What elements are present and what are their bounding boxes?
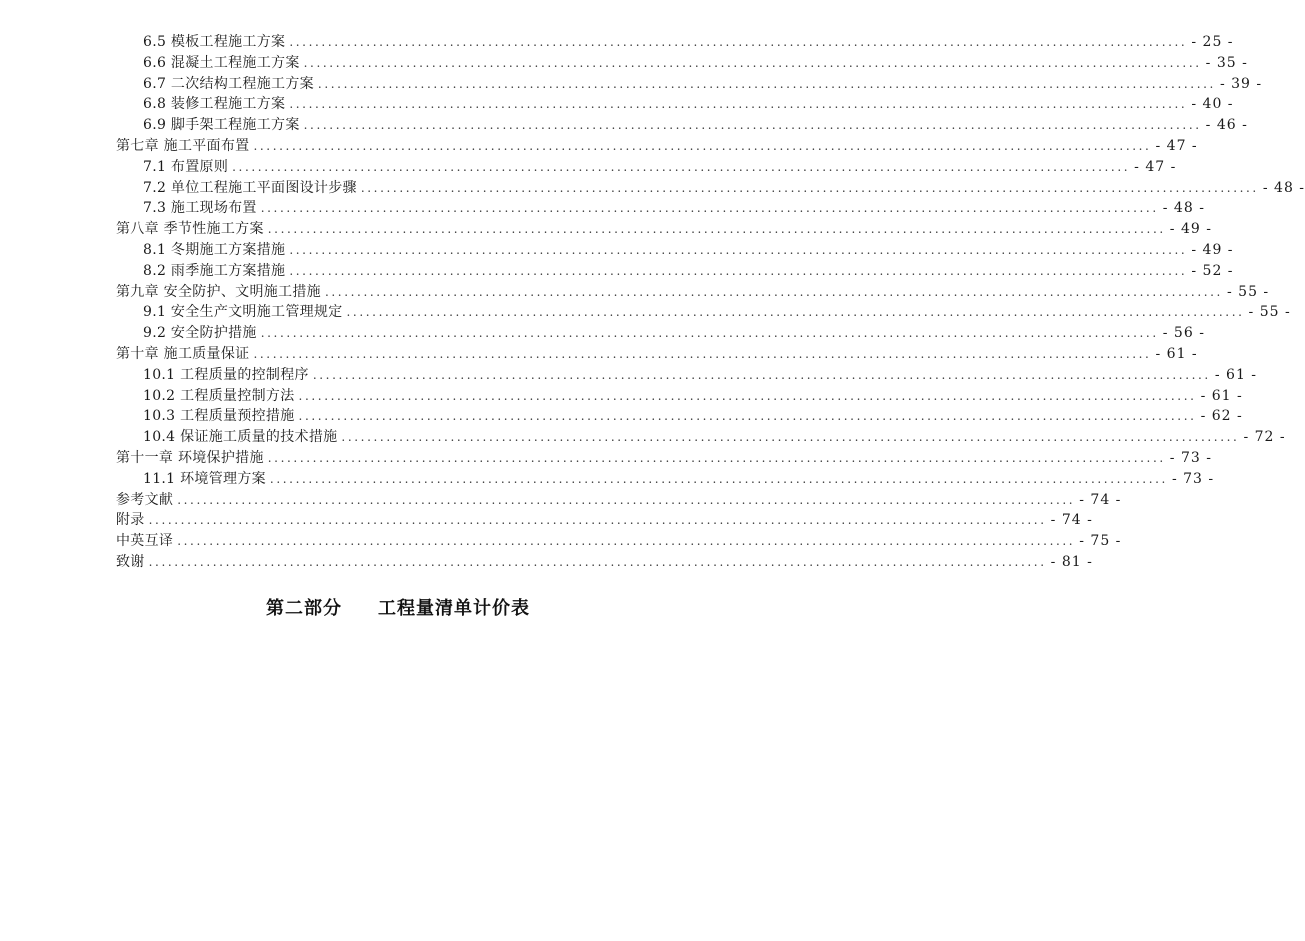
- toc-entry[interactable]: [116, 406, 1243, 427]
- toc-dot-leader: ............................................................................................................................................: [317, 76, 1216, 91]
- toc-entry-label: 11.1 环境管理方案: [143, 470, 266, 487]
- toc-entry[interactable]: [116, 240, 1234, 261]
- toc-entry-label: 6.6 混凝土工程施工方案: [143, 54, 300, 71]
- toc-entry-page-number: - 55 -: [1226, 283, 1270, 300]
- toc-entry-label: 致谢: [116, 553, 145, 570]
- toc-entry-label: 7.1 布置原则: [143, 158, 229, 175]
- toc-entry[interactable]: [116, 74, 1263, 95]
- toc-dot-leader: ............................................................................................................................................: [289, 242, 1188, 257]
- toc-entry-page-number: - 40 -: [1191, 96, 1234, 113]
- toc-dot-leader: ............................................................................................................................................: [253, 138, 1152, 153]
- toc-dot-leader: ............................................................................................................................................: [260, 201, 1159, 216]
- toc-entry[interactable]: [116, 552, 1093, 573]
- toc-entry-page-number: - 39 -: [1219, 75, 1263, 92]
- toc-entry[interactable]: [116, 32, 1234, 53]
- toc-entry-label: 6.7 二次结构工程施工方案: [143, 75, 314, 92]
- toc-entry[interactable]: [116, 386, 1243, 407]
- toc-entry-label: 6.8 装修工程施工方案: [143, 96, 286, 113]
- toc-dot-leader: ............................................................................................................................................: [360, 180, 1259, 195]
- toc-entry-label: 参考文献: [116, 491, 174, 508]
- toc-entry-page-number: - 73 -: [1169, 449, 1212, 466]
- toc-entry[interactable]: [116, 531, 1122, 552]
- toc-entry-page-number: - 25 -: [1191, 34, 1234, 50]
- toc-entry-label: 第七章 施工平面布置: [116, 137, 250, 154]
- toc-entry[interactable]: [116, 94, 1234, 115]
- toc-entry-page-number: - 75 -: [1079, 533, 1122, 550]
- toc-entry-label: 第八章 季节性施工方案: [116, 221, 264, 238]
- toc-entry-label: 10.2 工程质量控制方法: [143, 387, 295, 404]
- toc-entry-label: 7.3 施工现场布置: [143, 200, 257, 217]
- part-title-text: 工程量清单计价表: [378, 598, 530, 619]
- toc-entry[interactable]: [116, 427, 1286, 448]
- toc-entry[interactable]: [116, 178, 1305, 199]
- toc-entry[interactable]: [116, 219, 1212, 240]
- toc-entry-page-number: - 74 -: [1050, 512, 1093, 529]
- toc-entry-label: 7.2 单位工程施工平面图设计步骤: [143, 179, 357, 196]
- toc-entry-label: 9.2 安全防护措施: [143, 325, 257, 342]
- toc-dot-leader: ............................................................................................................................................: [303, 118, 1202, 133]
- toc-entry-label: 第九章 安全防护、文明施工措施: [116, 283, 321, 300]
- toc-dot-leader: ............................................................................................................................................: [148, 554, 1047, 569]
- part-number: 第二部分: [266, 598, 342, 619]
- toc-entry[interactable]: [116, 198, 1205, 219]
- toc-entry-label: 8.1 冬期施工方案措施: [143, 241, 286, 258]
- toc-entry-label: 附录: [116, 512, 145, 529]
- toc-dot-leader: ............................................................................................................................................: [289, 97, 1188, 112]
- toc-entry-page-number: - 48 -: [1262, 179, 1305, 196]
- toc-dot-leader: ............................................................................................................................................: [298, 388, 1197, 403]
- toc-dot-leader: ............................................................................................................................................: [289, 263, 1188, 278]
- toc-entry-label: 第十一章 环境保护措施: [116, 449, 264, 466]
- toc-dot-leader: ............................................................................................................................................: [253, 346, 1152, 361]
- toc-entry-page-number: - 55 -: [1248, 304, 1291, 321]
- toc-entry-page-number: - 47 -: [1134, 158, 1177, 175]
- toc-entry-page-number: - 72 -: [1243, 429, 1286, 446]
- toc-entry-page-number: - 73 -: [1171, 470, 1215, 487]
- toc-entry-page-number: - 74 -: [1079, 491, 1122, 508]
- toc-dot-leader: ............................................................................................................................................: [289, 35, 1188, 49]
- toc-entry[interactable]: [116, 490, 1122, 511]
- toc-dot-leader: ............................................................................................................................................: [177, 492, 1076, 507]
- toc-entry-label: 中英互译: [116, 533, 174, 550]
- toc-entry-label: 6.5 模板工程施工方案: [143, 34, 286, 50]
- toc-entry-label: 10.3 工程质量预控措施: [143, 408, 295, 425]
- toc-dot-leader: ............................................................................................................................................: [177, 534, 1076, 549]
- toc-entry[interactable]: [116, 261, 1234, 282]
- toc-dot-leader: ............................................................................................................................................: [148, 513, 1047, 528]
- toc-dot-leader: ............................................................................................................................................: [303, 55, 1202, 70]
- toc-entry-page-number: - 49 -: [1169, 221, 1212, 238]
- toc-entry[interactable]: [116, 323, 1205, 344]
- toc-entry-page-number: - 56 -: [1162, 325, 1205, 342]
- toc-entry-label: 6.9 脚手架工程施工方案: [143, 117, 300, 134]
- toc-entry-page-number: - 35 -: [1205, 54, 1248, 71]
- toc-entry[interactable]: [116, 157, 1177, 178]
- toc-entry[interactable]: [116, 365, 1258, 386]
- toc-entry[interactable]: [116, 115, 1248, 136]
- toc-entry[interactable]: [116, 469, 1215, 490]
- toc-entry-label: 10.1 工程质量的控制程序: [143, 366, 309, 383]
- toc-entry-page-number: - 52 -: [1191, 262, 1234, 279]
- toc-dot-leader: ............................................................................................................................................: [341, 430, 1240, 445]
- toc-entry-label: 8.2 雨季施工方案措施: [143, 262, 286, 279]
- part-heading: [0, 594, 796, 620]
- toc-entry[interactable]: [116, 136, 1198, 157]
- toc-entry-page-number: - 61 -: [1155, 345, 1198, 362]
- toc-dot-leader: ............................................................................................................................................: [346, 305, 1245, 320]
- toc-dot-leader: ............................................................................................................................................: [267, 222, 1166, 237]
- toc-entry-page-number: - 47 -: [1155, 137, 1198, 154]
- toc-entry-label: 9.1 安全生产文明施工管理规定: [143, 304, 343, 321]
- toc-entry[interactable]: [116, 344, 1198, 365]
- toc-entry[interactable]: [116, 282, 1270, 303]
- toc-dot-leader: ............................................................................................................................................: [298, 409, 1197, 424]
- toc-entry[interactable]: [116, 302, 1291, 323]
- toc-entry[interactable]: [116, 510, 1093, 531]
- toc-entry-page-number: - 49 -: [1191, 241, 1234, 258]
- toc-dot-leader: ............................................................................................................................................: [324, 284, 1223, 299]
- toc-entry-label: 第十章 施工质量保证: [116, 345, 250, 362]
- toc-entry-page-number: - 81 -: [1050, 553, 1093, 570]
- toc-entry-page-number: - 61 -: [1200, 387, 1243, 404]
- toc-entry-page-number: - 61 -: [1214, 366, 1258, 383]
- toc-entry-page-number: - 46 -: [1205, 117, 1248, 134]
- table-of-contents: [116, 32, 1305, 573]
- toc-dot-leader: ............................................................................................................................................: [269, 471, 1168, 486]
- toc-dot-leader: ............................................................................................................................................: [260, 326, 1159, 341]
- toc-entry[interactable]: [116, 53, 1248, 74]
- toc-entry[interactable]: [116, 448, 1212, 469]
- toc-entry-page-number: - 62 -: [1200, 408, 1243, 425]
- toc-dot-leader: ............................................................................................................................................: [312, 367, 1211, 382]
- toc-entry-page-number: - 48 -: [1162, 200, 1205, 217]
- toc-dot-leader: ............................................................................................................................................: [232, 159, 1131, 174]
- toc-entry-label: 10.4 保证施工质量的技术措施: [143, 429, 338, 446]
- toc-dot-leader: ............................................................................................................................................: [267, 450, 1166, 465]
